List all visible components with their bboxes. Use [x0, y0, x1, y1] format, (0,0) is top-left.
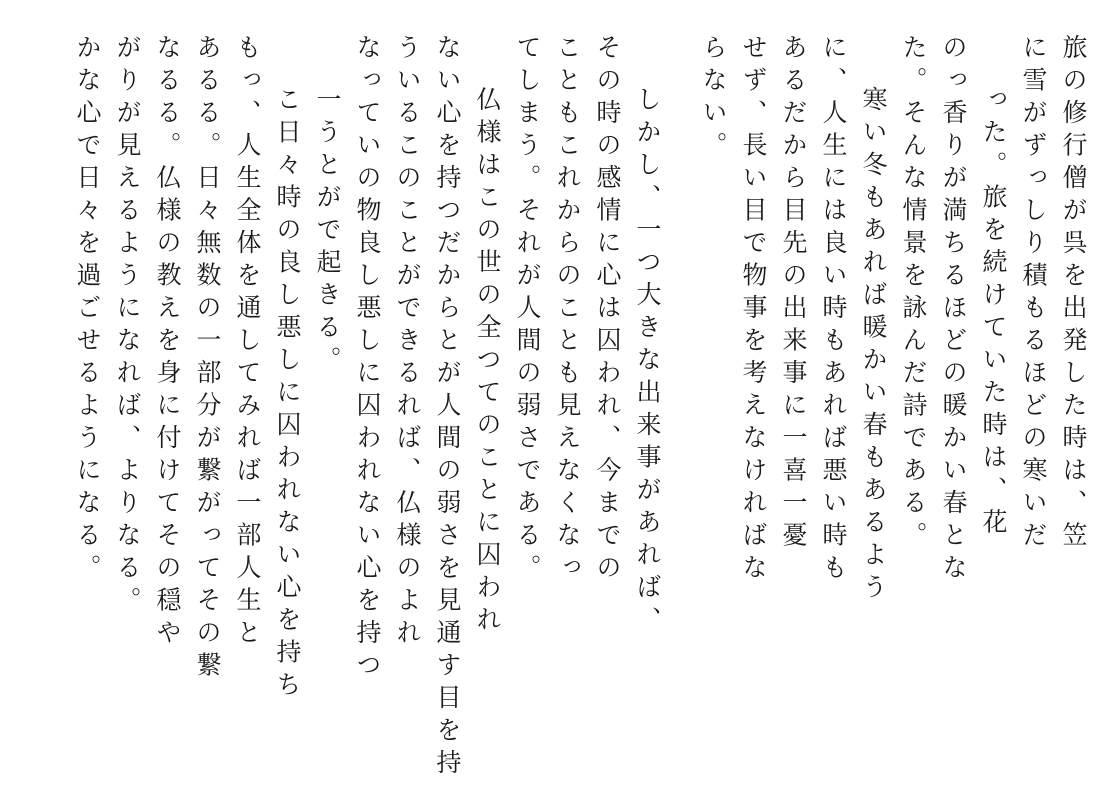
text-column: あるだから目先の出来事に一喜一憂	[779, 34, 808, 554]
text-column: に、人生には良い時もあれば悪い時も	[819, 34, 848, 587]
text-column: がりが見えるようになれば、よりなる。	[113, 34, 142, 619]
text-column: 旅の修行僧が呉を出発した時は、笠	[1059, 34, 1088, 554]
vertical-text-body	[32, 34, 1088, 782]
text-column: た。そんな情景を詠んだ詩である。	[899, 34, 928, 554]
text-column: に雪がずっしり積もるほどの寒いだ	[1019, 34, 1048, 554]
text-column: ういるこのことができるれば、仏様のよれ	[393, 34, 422, 652]
text-column: こともこれからのことも見えなくなっ	[553, 34, 582, 587]
text-column: しかし、一つ大きな出来事があれば、	[633, 86, 662, 639]
text-column: なっていの物良し悪しに囚われない心を持つ	[353, 34, 382, 684]
text-column: こ日々時の良し悪しに囚われない心を持ち	[273, 86, 302, 704]
text-column: らない。	[699, 34, 728, 164]
text-column: 寒い冬もあれば暖かい春もあるよう	[859, 86, 888, 606]
text-column: った。旅を続けていた時は、花	[979, 86, 1008, 541]
text-column: かな心で日々を過ごせるようになる。	[73, 34, 102, 587]
text-column: ない心を持つだからとが人間の弱さを見通す目を持	[433, 34, 462, 782]
text-column: てしまう。それが人間の弱さである。	[513, 34, 542, 587]
text-column: あるる。日々無数の一部分が繋がってその繋	[193, 34, 222, 684]
text-column: のっ香りが満ちるほどの暖かい春とな	[939, 34, 968, 587]
text-column: 仏様はこの世の全つてのことに囚われ	[473, 86, 502, 639]
text-column: なるる。仏様の教えを身に付けてその穏や	[153, 34, 182, 652]
text-column: もっ、人生全体を通してみれば一部人生と	[233, 34, 262, 652]
text-column: その時の感情に心は囚われ、今までの	[593, 34, 622, 587]
text-column: せず、長い目で物事を考えなければな	[739, 34, 768, 587]
text-column: 一うとがで起きる。	[313, 86, 342, 379]
